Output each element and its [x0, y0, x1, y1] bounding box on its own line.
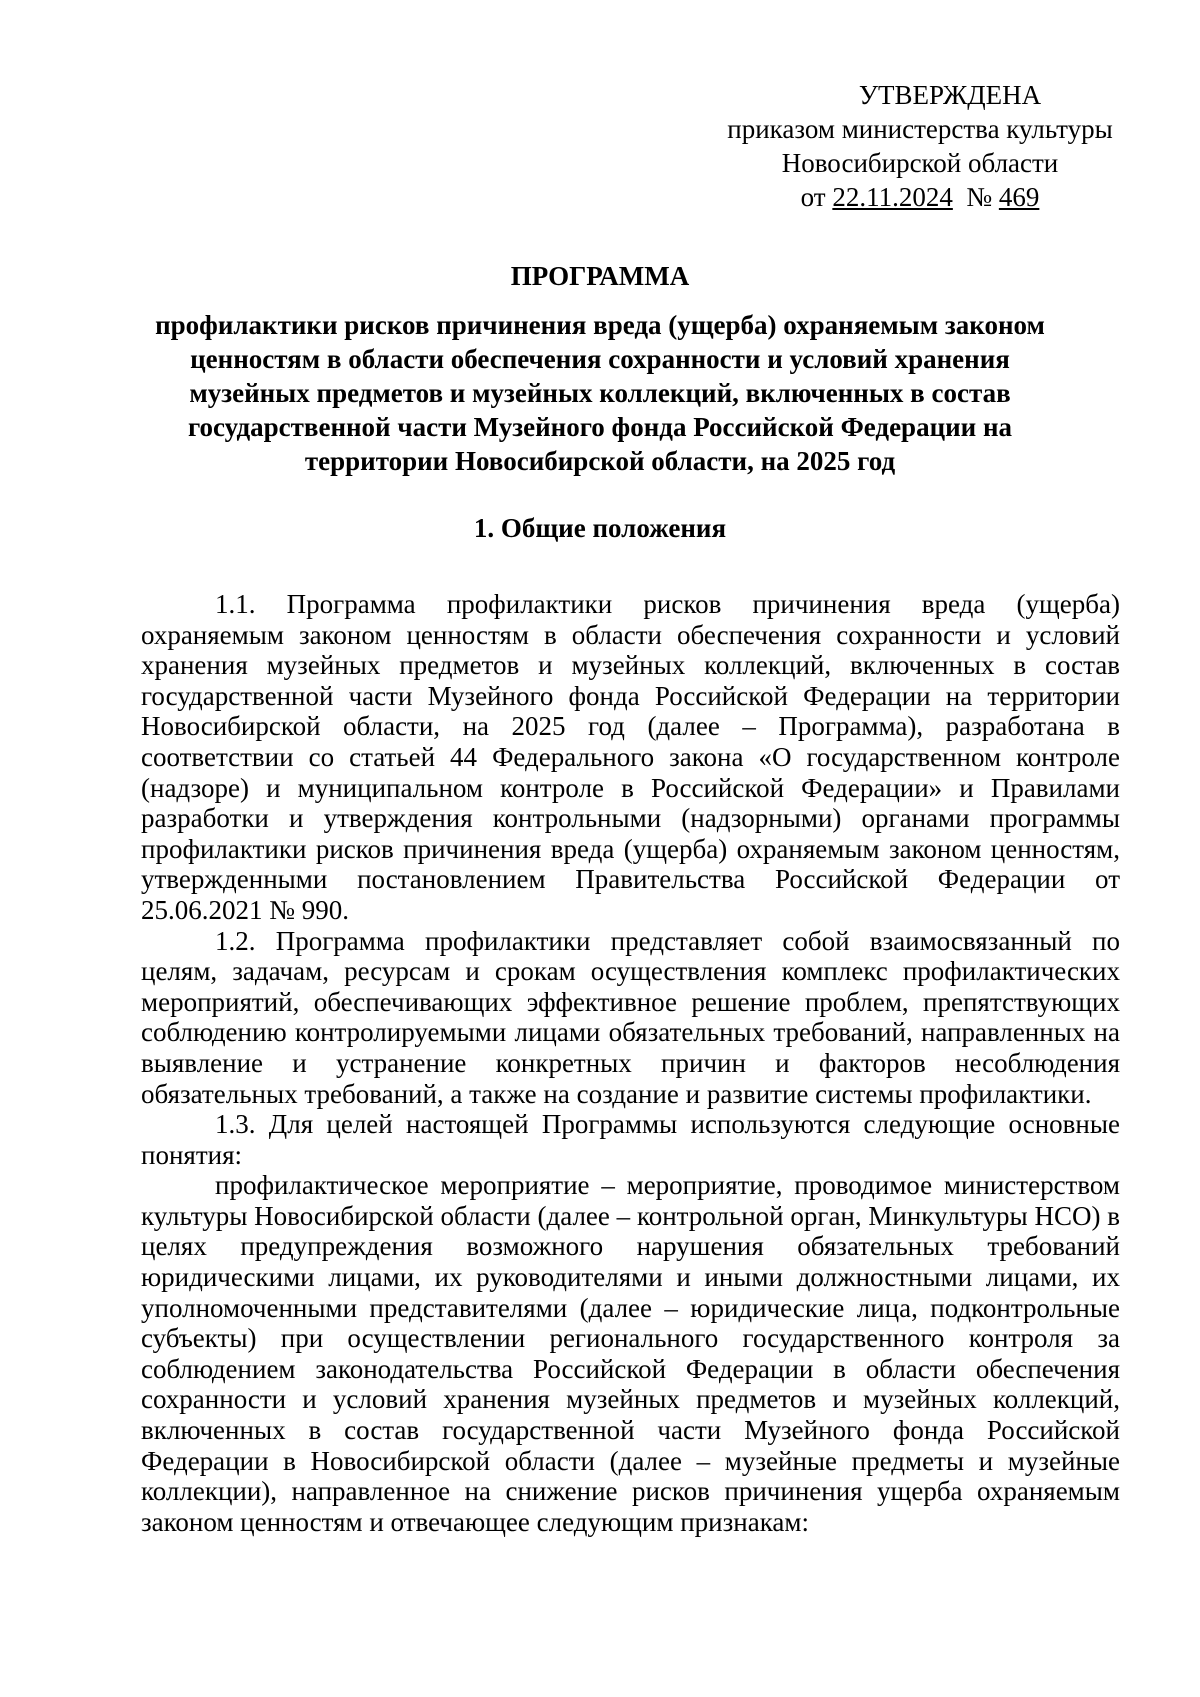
approval-approved: УТВЕРЖДЕНА [858, 80, 1042, 110]
approval-line-1: приказом министерства культуры [727, 114, 1113, 144]
approval-date-line [680, 180, 1160, 214]
approval-line-2: Новосибирской области [781, 148, 1059, 178]
title-heading: ПРОГРАММА [510, 261, 690, 291]
paragraph-1-2: 1.2. Программа профилактики представляет собой взаимосвязанный по целям, задачам, ресурсам и срокам осуществления комплекс профилактических мероприятий, обеспечивающих эффективное решение проблем, препятствующих соблюдению контролируемыми лицами обязательных требований, направленных на выявление и устранение конкретных причин и факторов несоблюдения обязательных требований, а также на создание и развитие системы профилактики. [141, 925, 1120, 1109]
approval-date-prefix: от [800, 182, 826, 212]
approval-number: 469 [998, 182, 1040, 212]
paragraph-definition: профилактическое мероприятие – мероприятие, проводимое министерством культуры Новосибирской области (далее – контрольной орган, Минкультуры НСО) в целях предупреждения возможного нарушения обязательных требований юридическими лицами, их руководителями и иными должностными лицами, их уполномоченными представителями (далее – юридические лица, подконтрольные субъекты) при осуществлении регионального государственного контроля за соблюдением законодательства Российской Федерации в области обеспечения сохранности и условий хранения музейных предметов и музейных коллекций, включенных в состав государственной части Музейного фонда Российской Федерации в Новосибирской области (далее – музейные предметы и музейные коллекции), направленное на снижение рисков причинения ущерба охраняемым законом ценностям и отвечающее следующим признакам: [141, 1170, 1120, 1537]
approval-number-prefix: № [966, 182, 993, 212]
section-1-body [141, 589, 1120, 1537]
title-subtitle: профилактики рисков причинения вреда (ущерба) охраняемым законом ценностям в области обеспечения сохранности и условий хранения музейных предметов и музейных коллекций, включенных в состав государственной части Музейного фонда Российской Федерации на территории Новосибирской области, на 2025 год [155, 310, 1045, 476]
paragraph-1-1: 1.1. Программа профилактики рисков причинения вреда (ущерба) охраняемым законом ценностям в области обеспечения сохранности и условий хранения музейных предметов и музейных коллекций, включенных в состав государственной части Музейного фонда Российской Федерации на территории Новосибирской области, на 2025 год (далее – Программа), разработана в соответствии со статьей 44 Федерального закона «О государственном контроле (надзоре) и муниципальном контроле в Российской Федерации» и Правилами разработки и утверждения контрольными (надзорными) органами программы профилактики рисков причинения вреда (ущерба) охраняемым законом ценностям, утвержденными постановлением Правительства Российской Федерации от 25.06.2021 № 990. [141, 589, 1120, 925]
section-1-title: 1. Общие положения [473, 513, 727, 543]
document-title [130, 259, 1070, 478]
paragraph-1-3: 1.3. Для целей настоящей Программы используются следующие основные понятия: [141, 1109, 1120, 1170]
approval-stamp [680, 78, 1160, 214]
approval-date: 22.11.2024 [832, 182, 953, 212]
